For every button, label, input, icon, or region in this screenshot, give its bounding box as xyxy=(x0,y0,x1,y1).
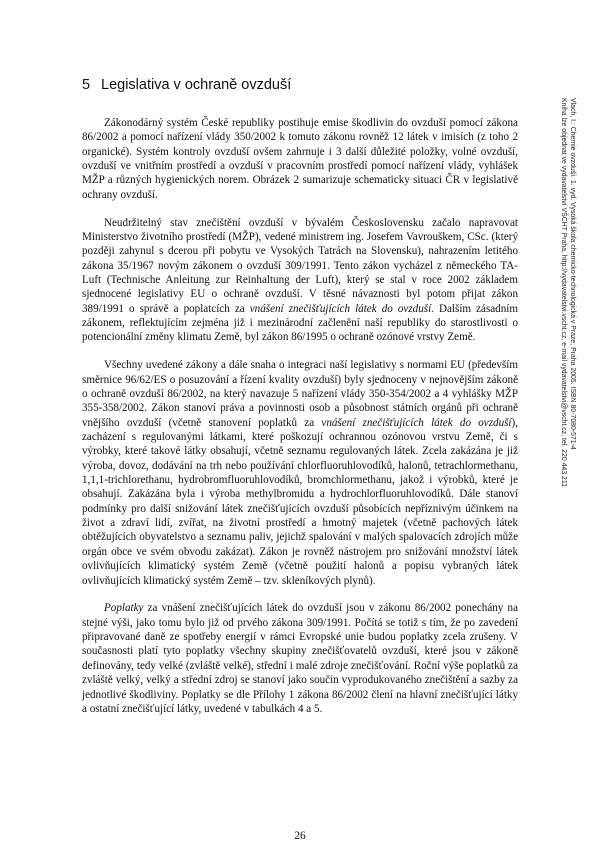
side-note-line-2: Kniha lze objednat ve vydavatelství VŠCHT Praha, http://vydavatelstvi.vscht.cz, e-mail vydavatelstvi@vscht.cz, tel. 220 443 211 xyxy=(560,98,567,487)
side-margin-note xyxy=(551,98,577,658)
paragraph-1 xyxy=(82,116,518,202)
paragraph-3-text-b: ), zacházení s regulovanými látkami, které poškozují ochrannou ozónovou vrstvu Země, či s výrobky, které takové látky obsahují, včetně seznamu regulovaných látek. Zcela zakázána je již výroba, dovoz, dodávání na trh nebo používání chlorfluoruhlovodíků, halonů, tetrachlormethanu, 1,1,1-trichlorethanu, hydrobromfluoruhlovodíků, bromchlormethanu, jakož i výrobků, které je obsahují. Zakázána byla i výroba methylbromidu a hydrochlorfluoruhlovodíků. Dále stanoví podmínky pro další snižování látek znečišťujících ovzduší působících nepříznivým účinkem na život a zdraví lidí, zvířat, na životní prostředí a hmotný majetek (včetně pachových látek obtěžujících obyvatelstvo a seznamu paliv, jejichž spalování v malých spalovacích zdrojích může orgán obce ve svém obvodu zakázat). Zákon je rovněž nástrojem pro snižování množství látek ovlivňujících klimatický systém Země (včetně použití halonů a popisu vybraných látek ovlivňujících klimatický systém Země – tzv. skleníkových plynů). xyxy=(82,416,518,587)
paragraph-4-emphasis: Poplatky xyxy=(104,602,144,615)
paragraph-1-text: Zákonodárný systém České republiky postihuje emise škodlivin do ovzduší pomocí zákona 86/2002 a pomocí nařízení vlády 350/2002 k tomuto zákonu rovněž 12 látek v imisích (z toho 2 organické). Systém kontroly ovzduší ovšem zahrnuje i 3 další důležité položky, volné ovzduší, ovzduší ve vnitřním prostředí a ovzduší v pracovním prostředí pomocí nařízení vlády, vyhlášek MŽP a různých hygienických norem. Obrázek 2 sumarizuje schematicky situaci ČR v legislativě ochrany ovzduší. xyxy=(82,117,518,201)
paragraph-4 xyxy=(82,601,518,716)
paragraph-3-text-a: Všechny uvedené zákony a dále snaha o integraci naší legislativy s normami EU (především směrnice 96/62/ES o posuzování a řízení kvality ovzduší) byly sjednoceny v nejnovějším zákoně o ochraně ovzduší 86/2002, na který navazuje 5 nařízení vlády 350-354/2002 a 4 vyhlášky MŽP 355-358/2002. Zákon stanoví práva a povinnosti osob a působnost státních orgánů při ochraně vnějšího ovzduší (včetně stanovení poplatků za xyxy=(82,359,518,429)
section-heading xyxy=(82,77,291,93)
body-text xyxy=(82,116,518,716)
paragraph-2-text-b: . Dalším zásadním zákonem, reflektujícím zejména již i mezinárodní začlenění naší republiky do starostlivosti o potencionální změny klimatu Země, byl zákon 86/1995 o ochraně ozónové vrstvy Země. xyxy=(82,302,518,344)
side-note-line-1: Vlach, I.: Chemie ovzduší. 1. vyd. Vysoká škola chemicko-technologická v Praze, Praha 2005. ISBN 80-7080-571-4 xyxy=(569,98,576,450)
paragraph-3-emphasis: vnášení znečišťujících látek do ovzduší xyxy=(321,416,512,429)
paragraph-2 xyxy=(82,216,518,345)
paragraph-2-emphasis: vnášení znečišťujících látek do ovzduší xyxy=(249,302,432,315)
paragraph-3 xyxy=(82,358,518,588)
section-title: Legislativa v ochraně ovzduší xyxy=(101,77,292,93)
paragraph-4-text: za vnášení znečišťujících látek do ovzduší jsou v zákonu 86/2002 ponechány na stejné výši, jako tomu bylo již od prvého zákona 309/1991. Počítá se totiž s tím, že po zavedení připravované daně ze spotřeby energií v rámci Evropské unie budou poplatky zcela zrušeny. V současnosti platí tyto poplatky všechny skupiny znečišťovatelů ovzduší, které jsou v zákoně definovány, tedy velké (zvláště velké), střední i malé zdroje znečišťování. Roční výše poplatků za zvláště velký, velký a střední zdroj se stanoví jako součin vyprodukovaného znečištění a sazby za jednotlivé škodliviny. Poplatky se dle Přílohy 1 zákona 86/2002 člení na hlavní znečišťující látky a ostatní znečišťující látky, uvedené v tabulkách 4 a 5. xyxy=(82,602,518,715)
page-number: 26 xyxy=(294,830,306,842)
section-number: 5 xyxy=(82,77,91,93)
paragraph-2-text-a: Neudržitelný stav znečištění ovzduší v bývalém Československu začalo napravovat Ministerstvo životního prostředí (MŽP), vedené ministrem ing. Josefem Vavrouškem, CSc. (který později zahynul s dcerou při pobytu ve Vysokých Tatrách na Slovensku), nahrazením letitého zákona 35/1967 novým zákonem o ovzduší 309/1991. Tento zákon vycházel z německého TA-Luft (Technische Anleitung zur Reinhaltung der Luft), který se stal v roce 2002 základem sjednocené legislativy EU o ochraně ovzduší. V těsné návaznosti byl potom přijat zákon 389/1991 o správě a poplatcích za xyxy=(82,216,518,315)
